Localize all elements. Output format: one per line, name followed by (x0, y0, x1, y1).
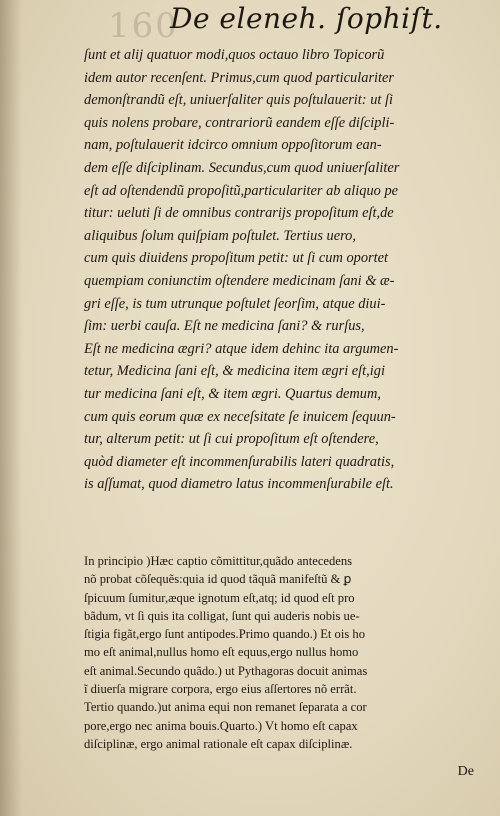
commentary-line: ĩ diuerſa migrare corpora, ergo eius aſſertores nõ errãt. (84, 682, 357, 697)
main-text-line: cum quis eorum quæ ex neceſsitate ſe inuicem ſequun- (84, 408, 396, 425)
main-text-line: dem eſſe diſciplinam. Secundus,cum quod uniuerſaliter (84, 159, 400, 176)
main-text-line: titur: ueluti ſi de omnibus contrarijs propoſitum eſt,de (84, 205, 394, 222)
main-text-line: nam, poſtulauerit idcirco omnium oppoſitorum ean- (84, 137, 382, 154)
main-text-line: is aſſumat, quod diametro latus incommenſurabile eſt. (84, 476, 394, 493)
commentary-line: ſpicuum ſumitur,æque ignotum eſt,atq; id quod eſt pro (84, 590, 355, 605)
commentary-line: Tertio quando.)ut anima equi non remanet ſeparata a cor (84, 700, 367, 715)
commentary-line: bãdum, vt ſi quis ita colligat, ſunt qui auderis nobis ue- (84, 608, 360, 623)
page-number: 160 (108, 6, 179, 46)
catchword: De (457, 764, 474, 779)
commentary-block (84, 552, 476, 753)
main-text-line: Eſt ne medicina ægri? atque idem dehinc ita argumen- (84, 340, 399, 357)
main-text-line: idem autor recenſent. Primus,cum quod particulariter (84, 69, 395, 86)
main-text-line: quempiam coniunctim oſtendere medicinam ſani & æ- (84, 272, 395, 289)
main-text-line: tetur, Medicina ſani eſt, & medicina item ægri eſt,igi (84, 363, 385, 380)
commentary-line: diſciplinæ, ergo animal rationale eſt capax diſciplinæ. (84, 736, 353, 751)
main-text-line: ſunt et alij quatuor modi,quos octauo libro Topicorũ (84, 47, 385, 63)
main-text-line: tur medicina ſani eſt, & item ægri. Quartus demum, (84, 385, 381, 402)
main-text-line: quòd diameter eſt incommenſurabilis lateri quadratis, (84, 453, 395, 470)
commentary-line: eſt animal.Secundo quãdo.) ut Pythagoras docuit animas (84, 663, 368, 678)
commentary-line: nõ probat cõſequẽs:quia id quod tãquã manifeſtũ & ꝑ (84, 572, 352, 587)
main-text-block (84, 44, 476, 496)
main-text-line: cum quis diuidens propoſitum petit: ut ſi cum oportet (84, 250, 389, 267)
commentary-line: mo eſt animal,nullus homo eſt equus,ergo nullus homo (84, 645, 359, 660)
main-text-line: demonſtrandũ eſt, uniuerſaliter quis poſtulauerit: ut ſi (84, 92, 393, 109)
gutter-shadow (0, 0, 22, 816)
main-text-line: aliquibus ſolum quiſpiam poſtulet. Tertius uero, (84, 227, 356, 244)
main-text-line: eſt ad oſtendendũ propoſitũ,particulariter ab aliquo pe (84, 182, 399, 199)
main-text-line: ſim: uerbi cauſa. Eſt ne medicina ſani? & rurſus, (84, 318, 365, 335)
commentary-line: pore,ergo nec anima bouis.Quarto.) Vt homo eſt capax (84, 718, 358, 733)
main-text-line: gri eſſe, is tum utrunque poſtulet ſeorſim, atque diui- (84, 295, 386, 312)
running-head: De eleneh. ſophiſt. (170, 2, 443, 35)
main-text-line: quis nolens probare, contrariorũ eandem eſſe diſcipli- (84, 114, 395, 131)
main-text-line: tur, alterum petit: ut ſi cui propoſitum eſt oſtendere, (84, 431, 379, 448)
commentary-line: In principio )Hæc captio cõmittitur,quãdo antecedens (84, 554, 353, 568)
commentary-line: ſtigia figãt,ergo ſunt antipodes.Primo quando.) Et ois ho (84, 627, 365, 642)
